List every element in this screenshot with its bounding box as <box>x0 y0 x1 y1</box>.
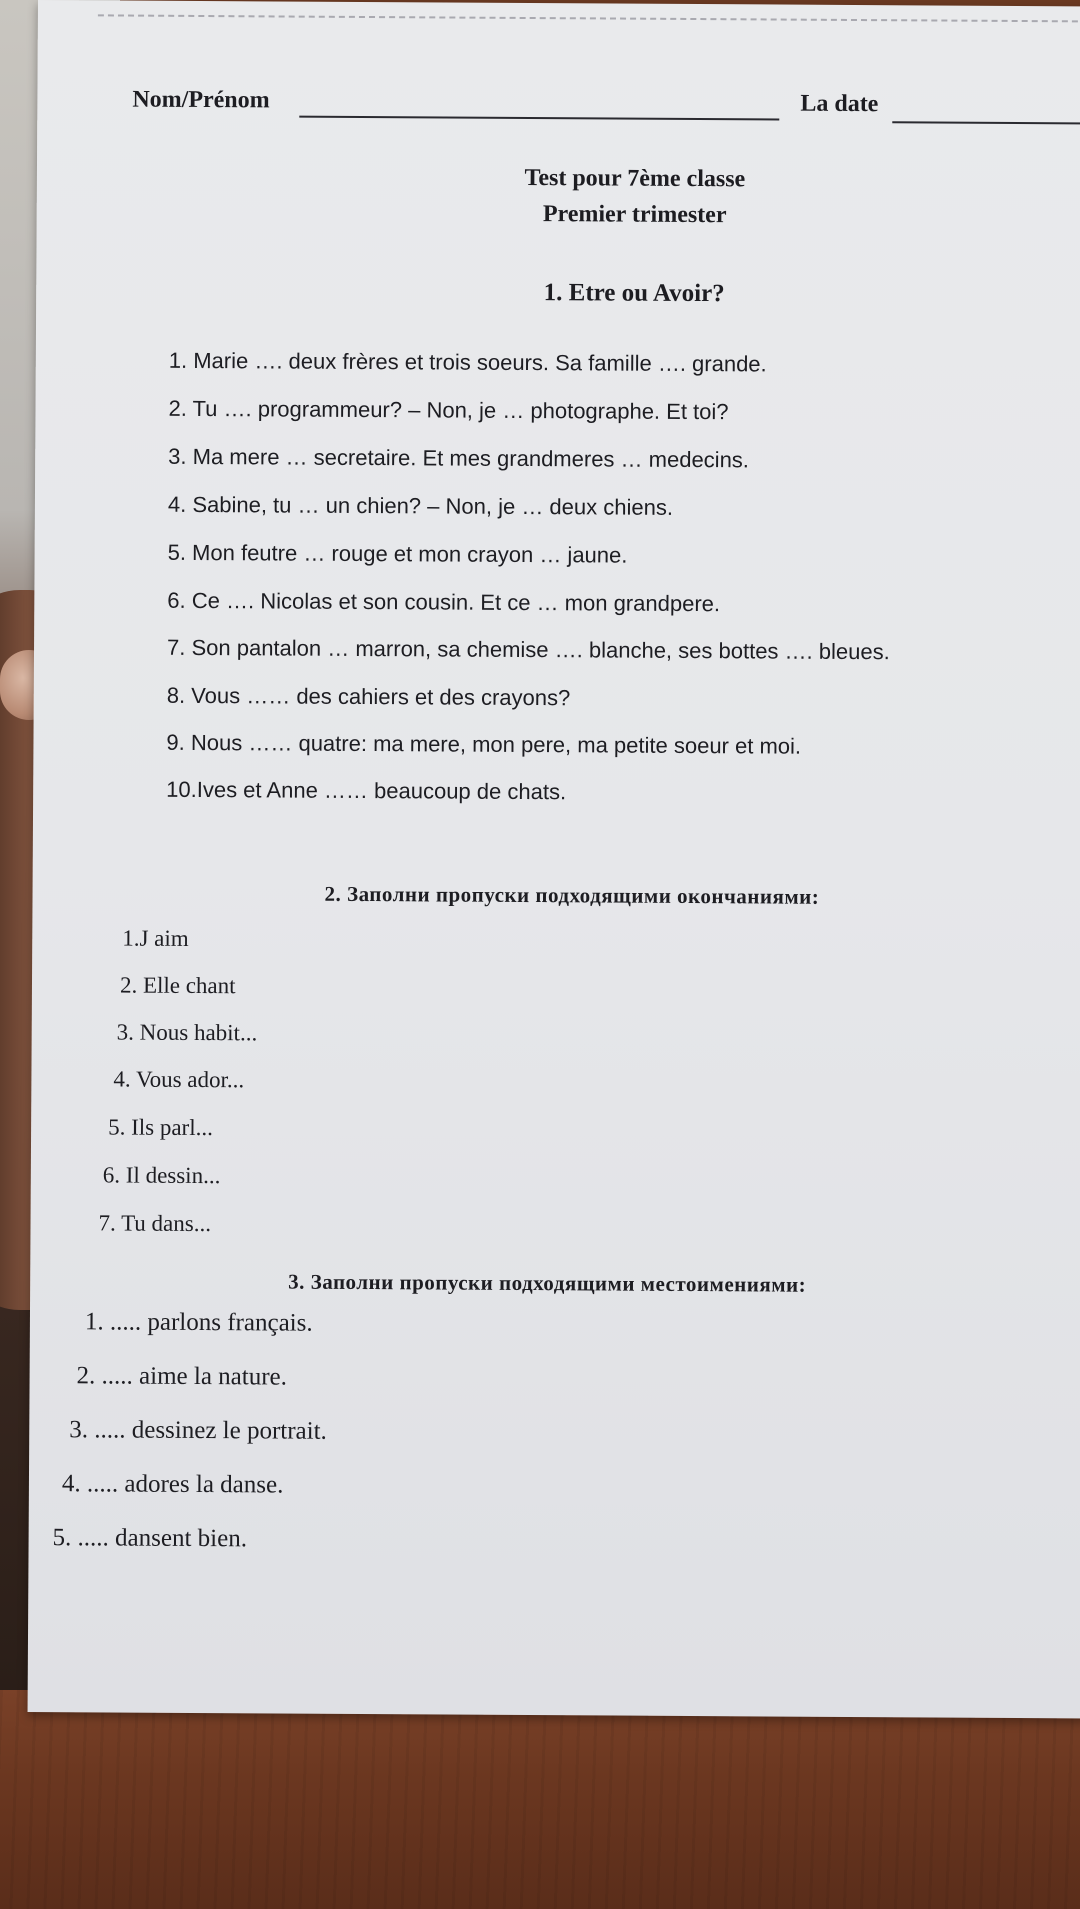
section2-heading: 2. Заполни пропуски подходящими окончаниями: <box>324 881 820 909</box>
date-label: La date <box>800 90 879 118</box>
test-subtitle: Premier trimester <box>542 201 727 229</box>
section1-item-7: 7. Son pantalon … marron, sa chemise …. blanche, ses bottes …. bleues. <box>166 634 890 665</box>
section1-item-6: 6. Ce …. Nicolas et son cousin. Et ce … mon grandpere. <box>167 587 721 617</box>
section1-item-8: 8. Vous …… des cahiers et des crayons? <box>166 682 571 711</box>
section3-heading: 3. Заполни пропуски подходящими местоимениями: <box>288 1269 807 1297</box>
section2-item-6: 6. Il dessin... <box>102 1162 221 1189</box>
name-field-line[interactable] <box>299 116 779 121</box>
section2-item-5: 5. Ils parl... <box>108 1114 213 1141</box>
section1-item-1: 1. Marie …. deux frères et trois soeurs. Sa famille …. grande. <box>168 347 767 377</box>
section2-item-2: 2. Elle chant <box>119 972 236 999</box>
section1-item-10: 10.Ives et Anne …… beaucoup de chats. <box>166 776 567 805</box>
section2-item-3: 3. Nous habit... <box>116 1019 258 1046</box>
section3-item-2: 2. ..... aime la nature. <box>76 1362 288 1391</box>
section1-item-5: 5. Mon feutre … rouge et mon crayon … jaune. <box>167 539 628 568</box>
section3-item-3: 3. ..... dessinez le portrait. <box>69 1416 327 1445</box>
section2-item-7: 7. Tu dans... <box>98 1210 212 1237</box>
wooden-table <box>0 1690 1080 1909</box>
date-field-line[interactable] <box>892 121 1080 124</box>
section1-item-4: 4. Sabine, tu … un chien? – Non, je … deux chiens. <box>167 491 674 520</box>
section2-item-1: 1.J aim <box>122 925 189 951</box>
name-label: Nom/Prénom <box>132 86 270 114</box>
section2-item-4: 4. Vous ador... <box>113 1066 245 1093</box>
section3-item-4: 4. ..... adores la danse. <box>61 1470 284 1499</box>
section3-item-5: 5. ..... dansent bien. <box>52 1524 248 1553</box>
test-title: Test pour 7ème classe <box>524 164 746 193</box>
section3-item-1: 1. ..... parlons français. <box>84 1308 313 1337</box>
test-sheet <box>28 0 1080 1718</box>
section1-item-2: 2. Tu …. programmeur? – Non, je … photographe. Et toi? <box>168 395 729 425</box>
top-dashed-line <box>98 14 1078 22</box>
section1-item-3: 3. Ma mere … secretaire. Et mes grandmeres … medecins. <box>168 443 750 473</box>
section1-heading: 1. Etre ou Avoir? <box>543 279 725 308</box>
section1-item-9: 9. Nous …… quatre: ma mere, mon pere, ma petite soeur et moi. <box>166 729 802 759</box>
